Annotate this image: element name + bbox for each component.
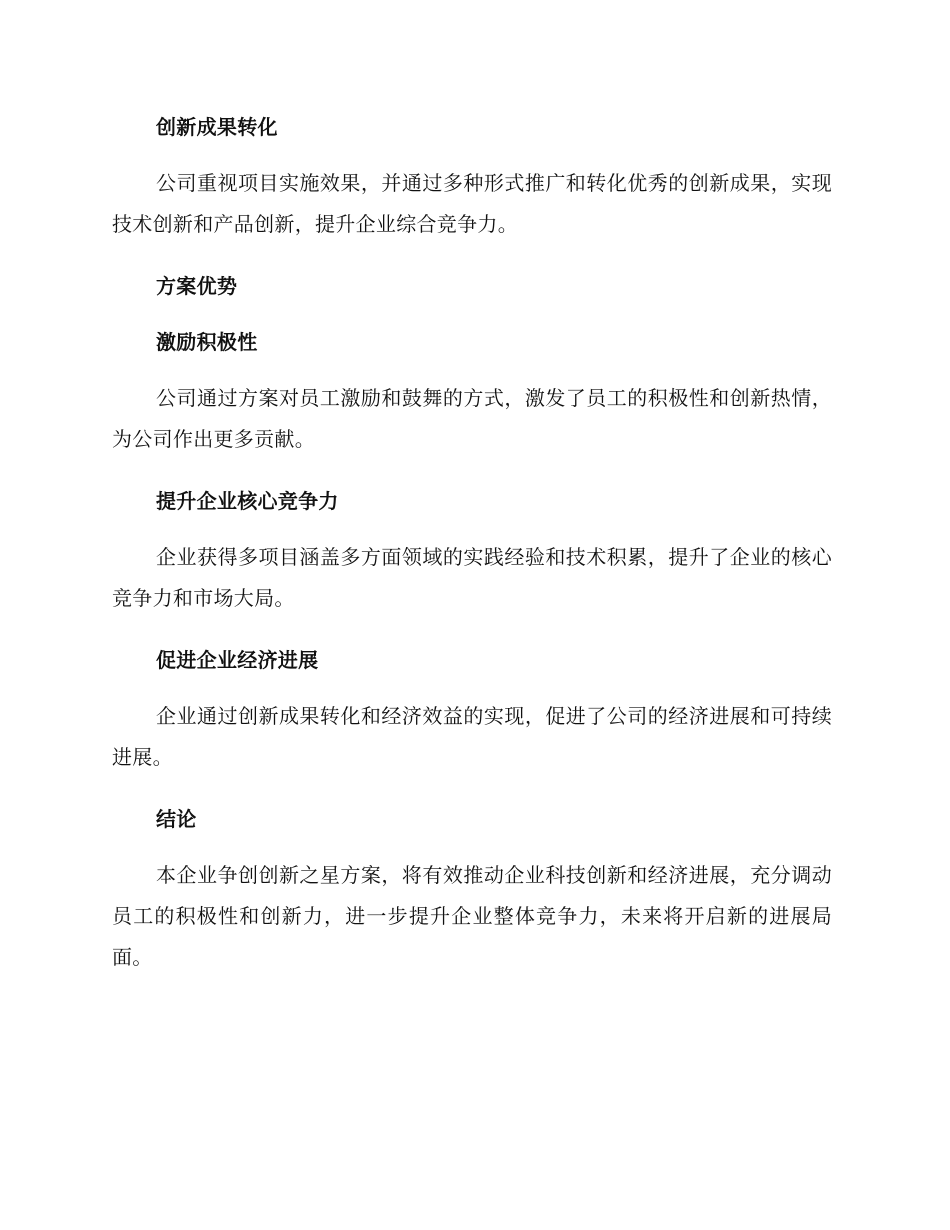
section-paragraph-core-competitiveness: 企业获得多项目涵盖多方面领域的实践经验和技术积累，提升了企业的核心竞争力和市场大局。 bbox=[112, 545, 832, 610]
section-heading-innovation-transformation: 创新成果转化 bbox=[156, 115, 278, 139]
section-heading-core-competitiveness: 提升企业核心竞争力 bbox=[156, 489, 339, 513]
section-heading-conclusion: 结论 bbox=[156, 807, 197, 831]
section-paragraph-economic-progress: 企业通过创新成果转化和经济效益的实现，促进了公司的经济进展和可持续进展。 bbox=[112, 704, 832, 769]
section-heading-economic-progress: 促进企业经济进展 bbox=[156, 648, 319, 672]
section-paragraph-conclusion: 本企业争创创新之星方案，将有效推动企业科技创新和经济进展，充分调动员工的积极性和创新力，进一步提升企业整体竞争力，未来将开启新的进展局面。 bbox=[112, 863, 832, 969]
section-paragraph-innovation-transformation: 公司重视项目实施效果，并通过多种形式推广和转化优秀的创新成果，实现技术创新和产品创新，提升企业综合竞争力。 bbox=[112, 171, 832, 236]
section-heading-motivation: 激励积极性 bbox=[156, 330, 258, 354]
document-body bbox=[112, 112, 832, 978]
section-heading-plan-advantages: 方案优势 bbox=[156, 274, 238, 298]
section-paragraph-motivation: 公司通过方案对员工激励和鼓舞的方式，激发了员工的积极性和创新热情，为公司作出更多贡献。 bbox=[112, 386, 832, 451]
